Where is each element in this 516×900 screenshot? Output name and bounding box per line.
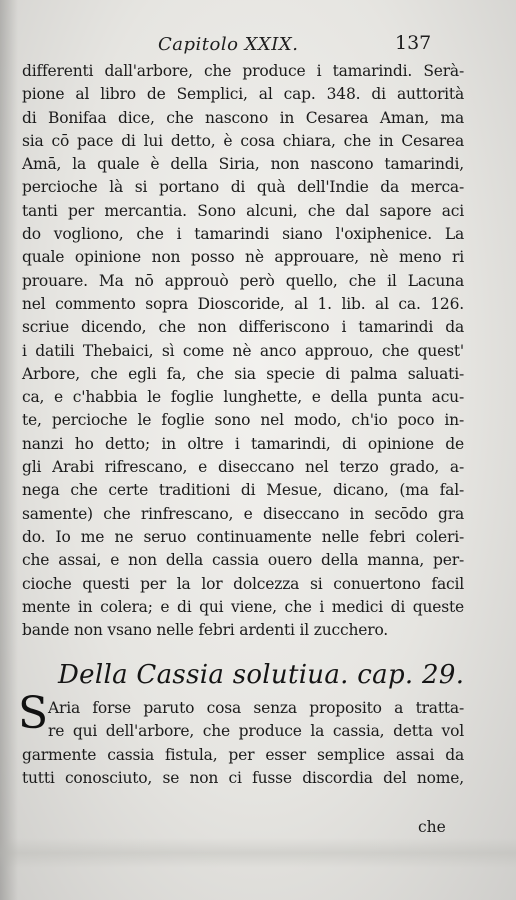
chapter-body (22, 697, 464, 790)
text-line: do. Io me ne seruo continuamente nelle febri coleri- (22, 527, 464, 546)
text-line: tutti conosciuto, se non ci fusse discordia del nome, (22, 768, 464, 787)
text-line: tanti per mercantia. Sono alcuni, che dal sapore aci (22, 201, 464, 220)
running-title: Capitolo XXIX. (158, 34, 299, 55)
text-line: bande non vsano nelle febri ardenti il zucchero. (22, 621, 389, 640)
text-line: garmente cassia fistula, per esser semplice assai da (22, 745, 464, 764)
text-line: di Bonifaa dice, che nascono in Cesarea Aman, ma (22, 108, 464, 127)
catchword: che (418, 818, 446, 836)
text-line: te, percioche le foglie sono nel modo, ch'io poco in- (22, 411, 464, 430)
text-line: Aria forse paruto cosa senza proposito a tratta- (48, 699, 464, 717)
text-line: nel commento sopra Dioscoride, al 1. lib. al ca. 126. (22, 294, 464, 313)
text-line: gli Arabi rifrescano, e diseccano nel terzo grado, a- (22, 458, 464, 477)
body-text (22, 60, 464, 642)
page-header (0, 34, 516, 56)
text-line: Arbore, che egli fa, che sia specie di palma saluati- (22, 364, 464, 383)
text-line: sia cō pace di lui detto, è cosa chiara, che in Cesarea (22, 131, 464, 150)
drop-cap: S (18, 688, 49, 739)
text-line: che assai, e non della cassia ouero della manna, per- (22, 551, 464, 570)
page-number: 137 (395, 32, 432, 54)
gutter-shadow (0, 0, 18, 900)
text-line: nanzi ho detto; in oltre i tamarindi, di opinione de (22, 434, 464, 453)
text-line: nega che certe traditioni di Mesue, dicano, (ma fal- (22, 481, 464, 500)
text-line: percioche là si portano di quà dell'Indie da merca- (22, 178, 464, 197)
text-line: scriue dicendo, che non differiscono i tamarindi da (22, 318, 464, 337)
text-line: i datili Thebaici, sì come nè anco approuo, che quest' (22, 341, 464, 360)
chapter-heading: Della Cassia solutiua. cap. 29. (58, 660, 465, 690)
text-line: re qui dell'arbore, che produce la cassia, detta vol (48, 722, 464, 741)
text-line: pione al libro de Semplici, al cap. 348. di auttorità (22, 85, 464, 104)
text-line: do vogliono, che i tamarindi siano l'oxiphenice. La (22, 225, 464, 244)
text-line: differenti dall'arbore, che produce i tamarindi. Serà- (22, 62, 464, 80)
text-line: mente in colera; e di qui viene, che i medici di queste (22, 597, 464, 616)
text-line: prouare. Ma nō approuò però quello, che il Lacuna (22, 271, 464, 290)
text-line: Amā, la quale è della Siria, non nascono tamarindi, (22, 155, 464, 174)
text-line: quale opinione non posso nè approuare, nè meno ri (22, 248, 464, 267)
text-line: cioche questi per la lor dolcezza si conuertono facil (22, 574, 464, 593)
page-bleed-band (0, 838, 516, 868)
text-line: ca, e c'habbia le foglie lunghette, e della punta acu- (22, 388, 464, 407)
text-line: samente) che rinfrescano, e diseccano in secōdo gra (22, 504, 464, 523)
